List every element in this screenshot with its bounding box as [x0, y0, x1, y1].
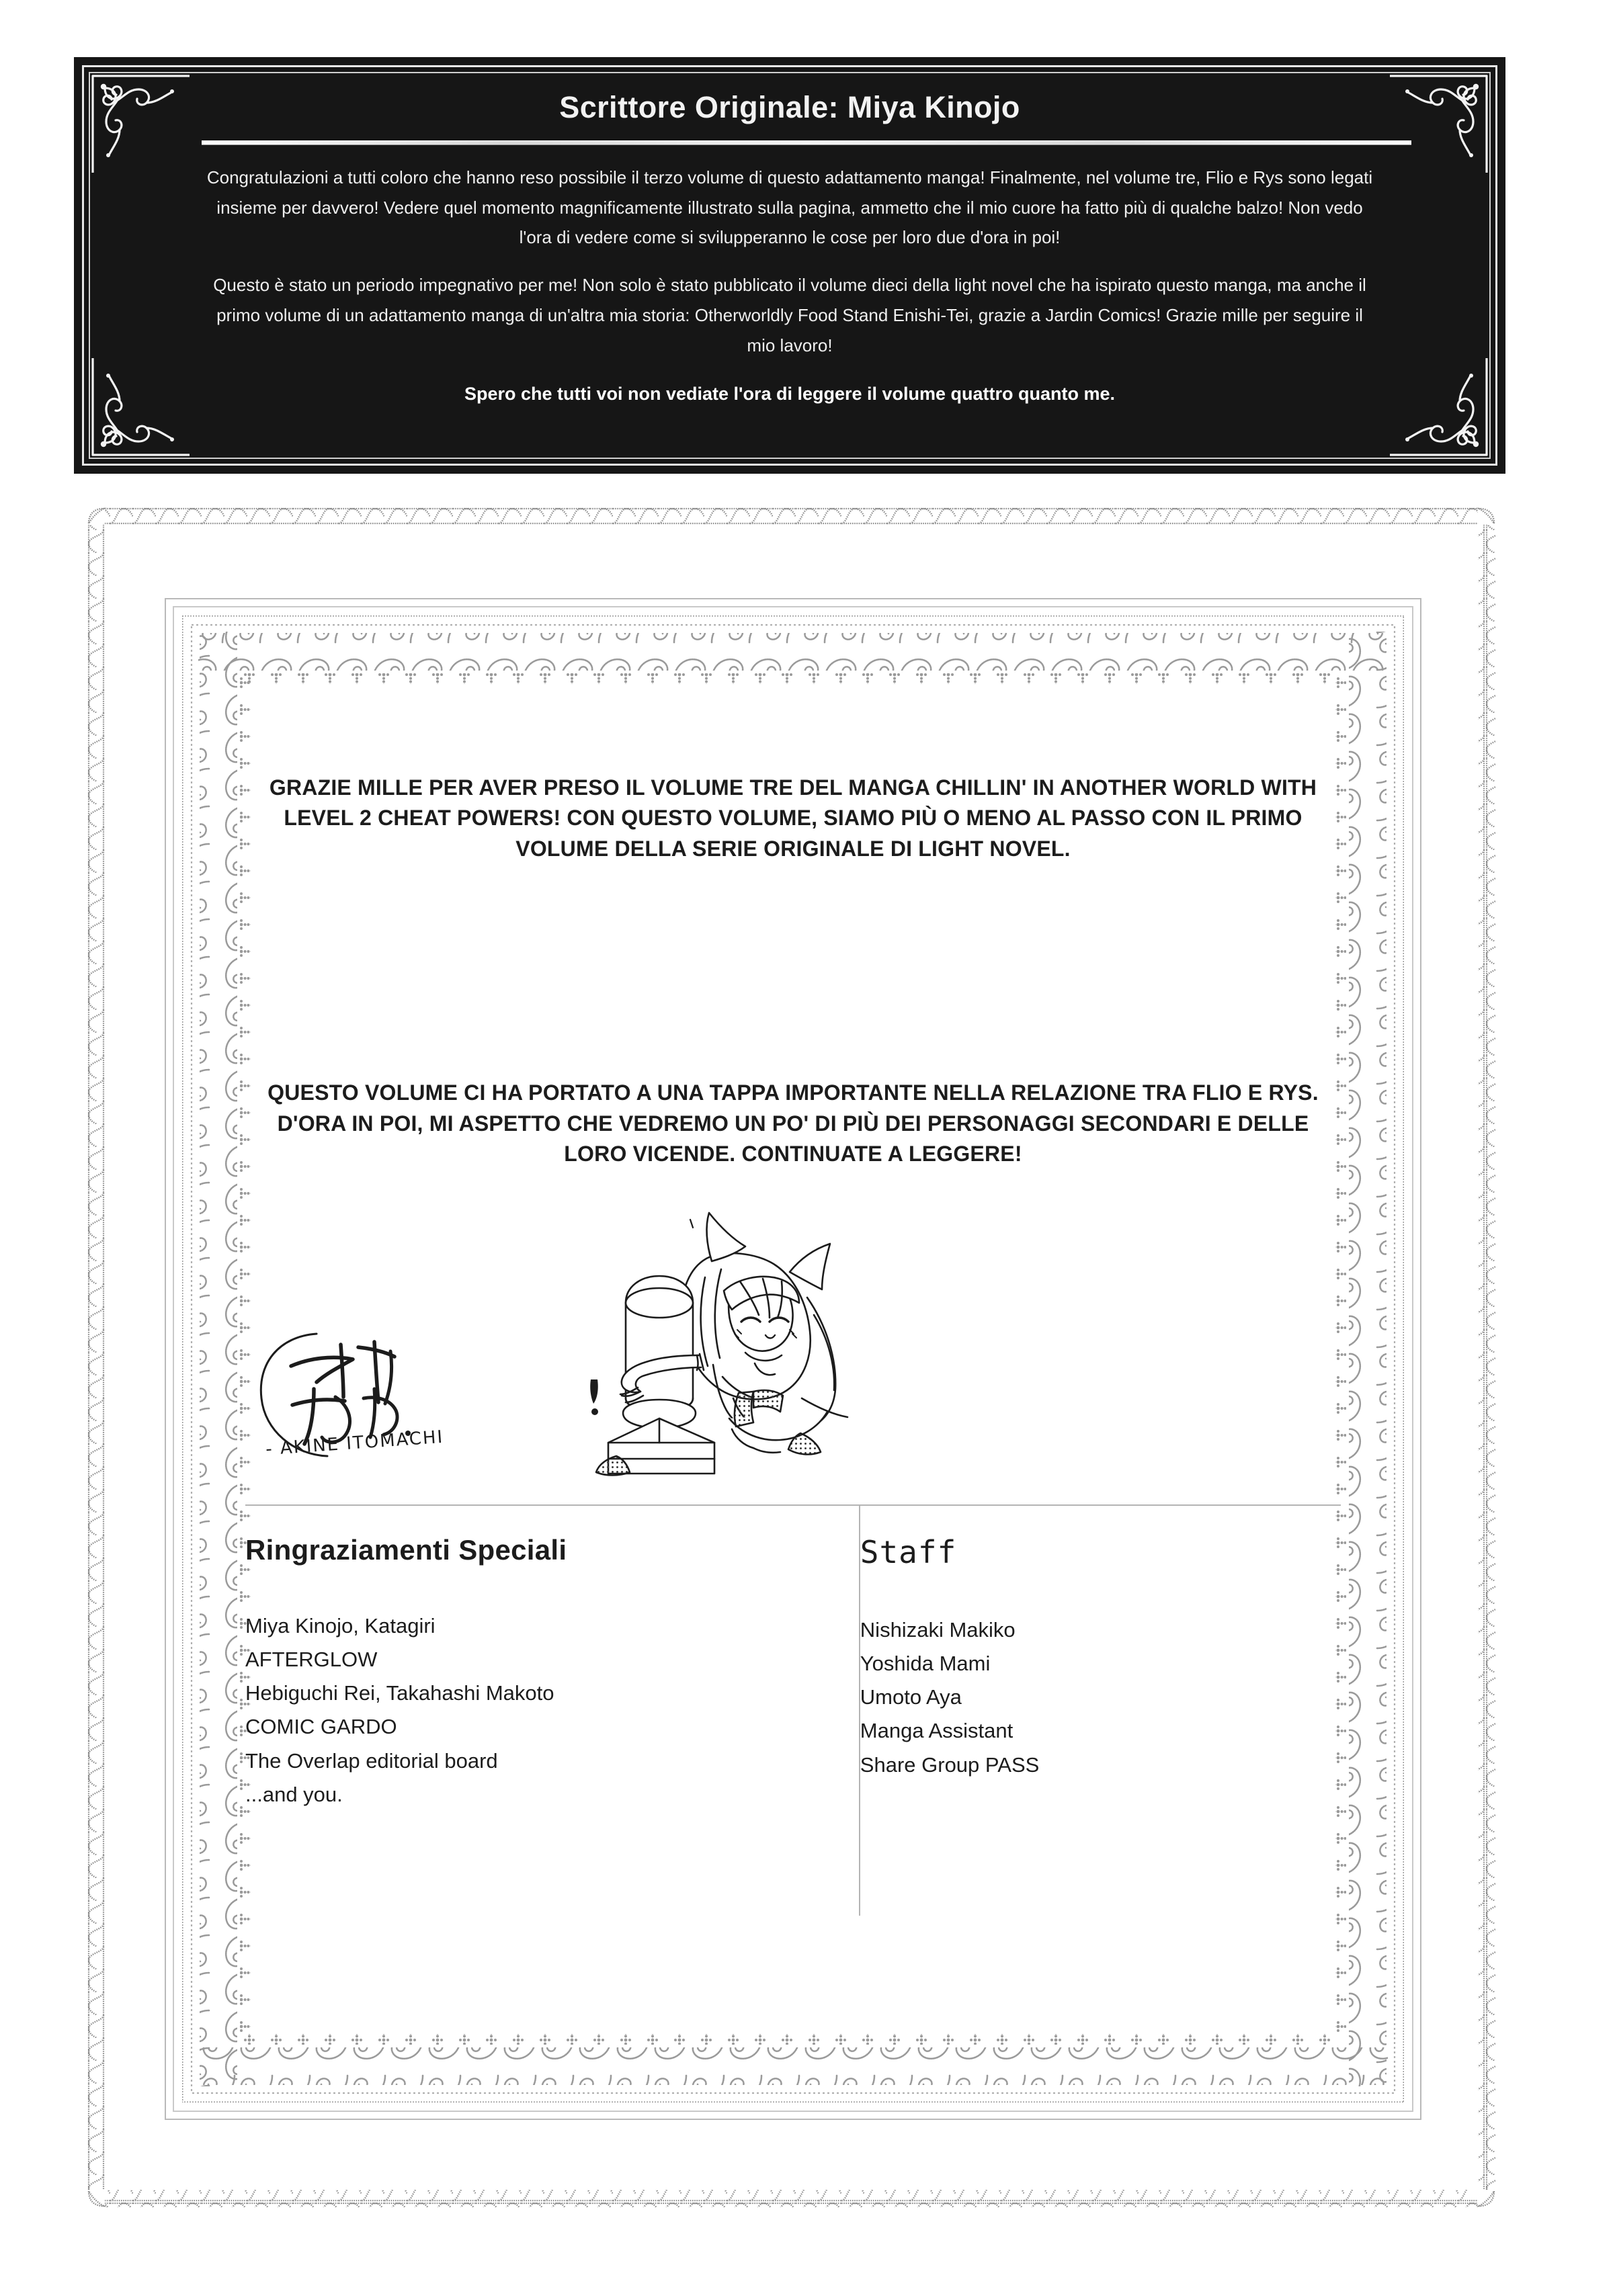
- special-thanks-heading: Ringraziamenti Speciali: [245, 1533, 567, 1566]
- author-paragraph-1: Congratulazioni a tutti coloro che hanno reso possibile il terzo volume di questo adattamento manga! Finalmente, nel volume tre, Flio e Rys sono legati insieme per davvero! Vedere quel momento magnificamente illustrato sulla pagina, ammetto che il mio cuore ha fatto più di qualche balzo! Non vedo l'ora di vedere come si svilupperanno le cose per loro due d'ora in poi!: [206, 167, 1373, 248]
- thanks-line: COMIC GARDO: [245, 1715, 397, 1739]
- afterword-message-1: GRAZIE MILLE PER AVER PRESO IL VOLUME TRE DEL MANGA CHILLIN' IN ANOTHER WORLD WITH LEVEL 2 CHEAT POWERS! CON QUESTO VOLUME, SIAMO PIÙ O MENO AL PASSO CON IL PRIMO VOLUME DELLA SERIE ORIGINALE DI LIGHT NOVEL.: [269, 775, 1317, 861]
- author-closing-line: Spero che tutti voi non vediate l'ora di leggere il volume quattro quanto me.: [464, 384, 1116, 405]
- thanks-line: AFTERGLOW: [245, 1647, 378, 1671]
- author-panel-title: Scrittore Originale: Miya Kinojo: [559, 90, 1020, 124]
- staff-line: Yoshida Mami: [860, 1651, 991, 1675]
- thanks-line: ...and you.: [245, 1782, 343, 1806]
- author-paragraph-2: Questo è stato un periodo impegnativo per me! Non solo è stato pubblicato il volume dieci della light novel che ha ispirato questo manga, ma anche il primo volume di un adattamento manga di un'altra mia storia: Otherworldly Food Stand Enishi-Tei, grazie a Jardin Comics! Grazie mille per seguire il mio lavoro!: [213, 275, 1366, 355]
- afterword-message-2: QUESTO VOLUME CI HA PORTATO A UNA TAPPA IMPORTANTE NELLA RELAZIONE TRA FLIO E RYS. D'ORA IN POI, MI ASPETTO CHE VEDREMO UN PO' DI PIÙ DEI PERSONAGGI SECONDARI E DELLE LORO VICENDE. CONTINUATE A LEGGERE!: [267, 1080, 1319, 1166]
- staff-column: [859, 1506, 1341, 1916]
- thanks-line: Miya Kinojo, Katagiri: [245, 1613, 436, 1638]
- illustration-row: [245, 1197, 1341, 1492]
- staff-line: Share Group PASS: [860, 1752, 1040, 1777]
- title-divider: [202, 140, 1411, 145]
- afterword-card: [165, 598, 1421, 2120]
- special-thanks-column: [245, 1506, 859, 1916]
- staff-line: Manga Assistant: [860, 1719, 1014, 1743]
- card-content: [245, 679, 1341, 2073]
- signature-caption: - AKINE ITOMACHI: [265, 1427, 445, 1459]
- thanks-line: The Overlap editorial board: [245, 1748, 498, 1773]
- staff-line: Nishizaki Makiko: [860, 1617, 1016, 1642]
- thanks-line: Hebiguchi Rei, Takahashi Makoto: [245, 1681, 554, 1705]
- author-message-panel: [74, 57, 1505, 474]
- staff-heading: Staff: [860, 1533, 957, 1570]
- chibi-character-illustration: [568, 1197, 864, 1479]
- credits-section: [245, 1504, 1341, 1916]
- staff-line: Umoto Aya: [860, 1685, 962, 1709]
